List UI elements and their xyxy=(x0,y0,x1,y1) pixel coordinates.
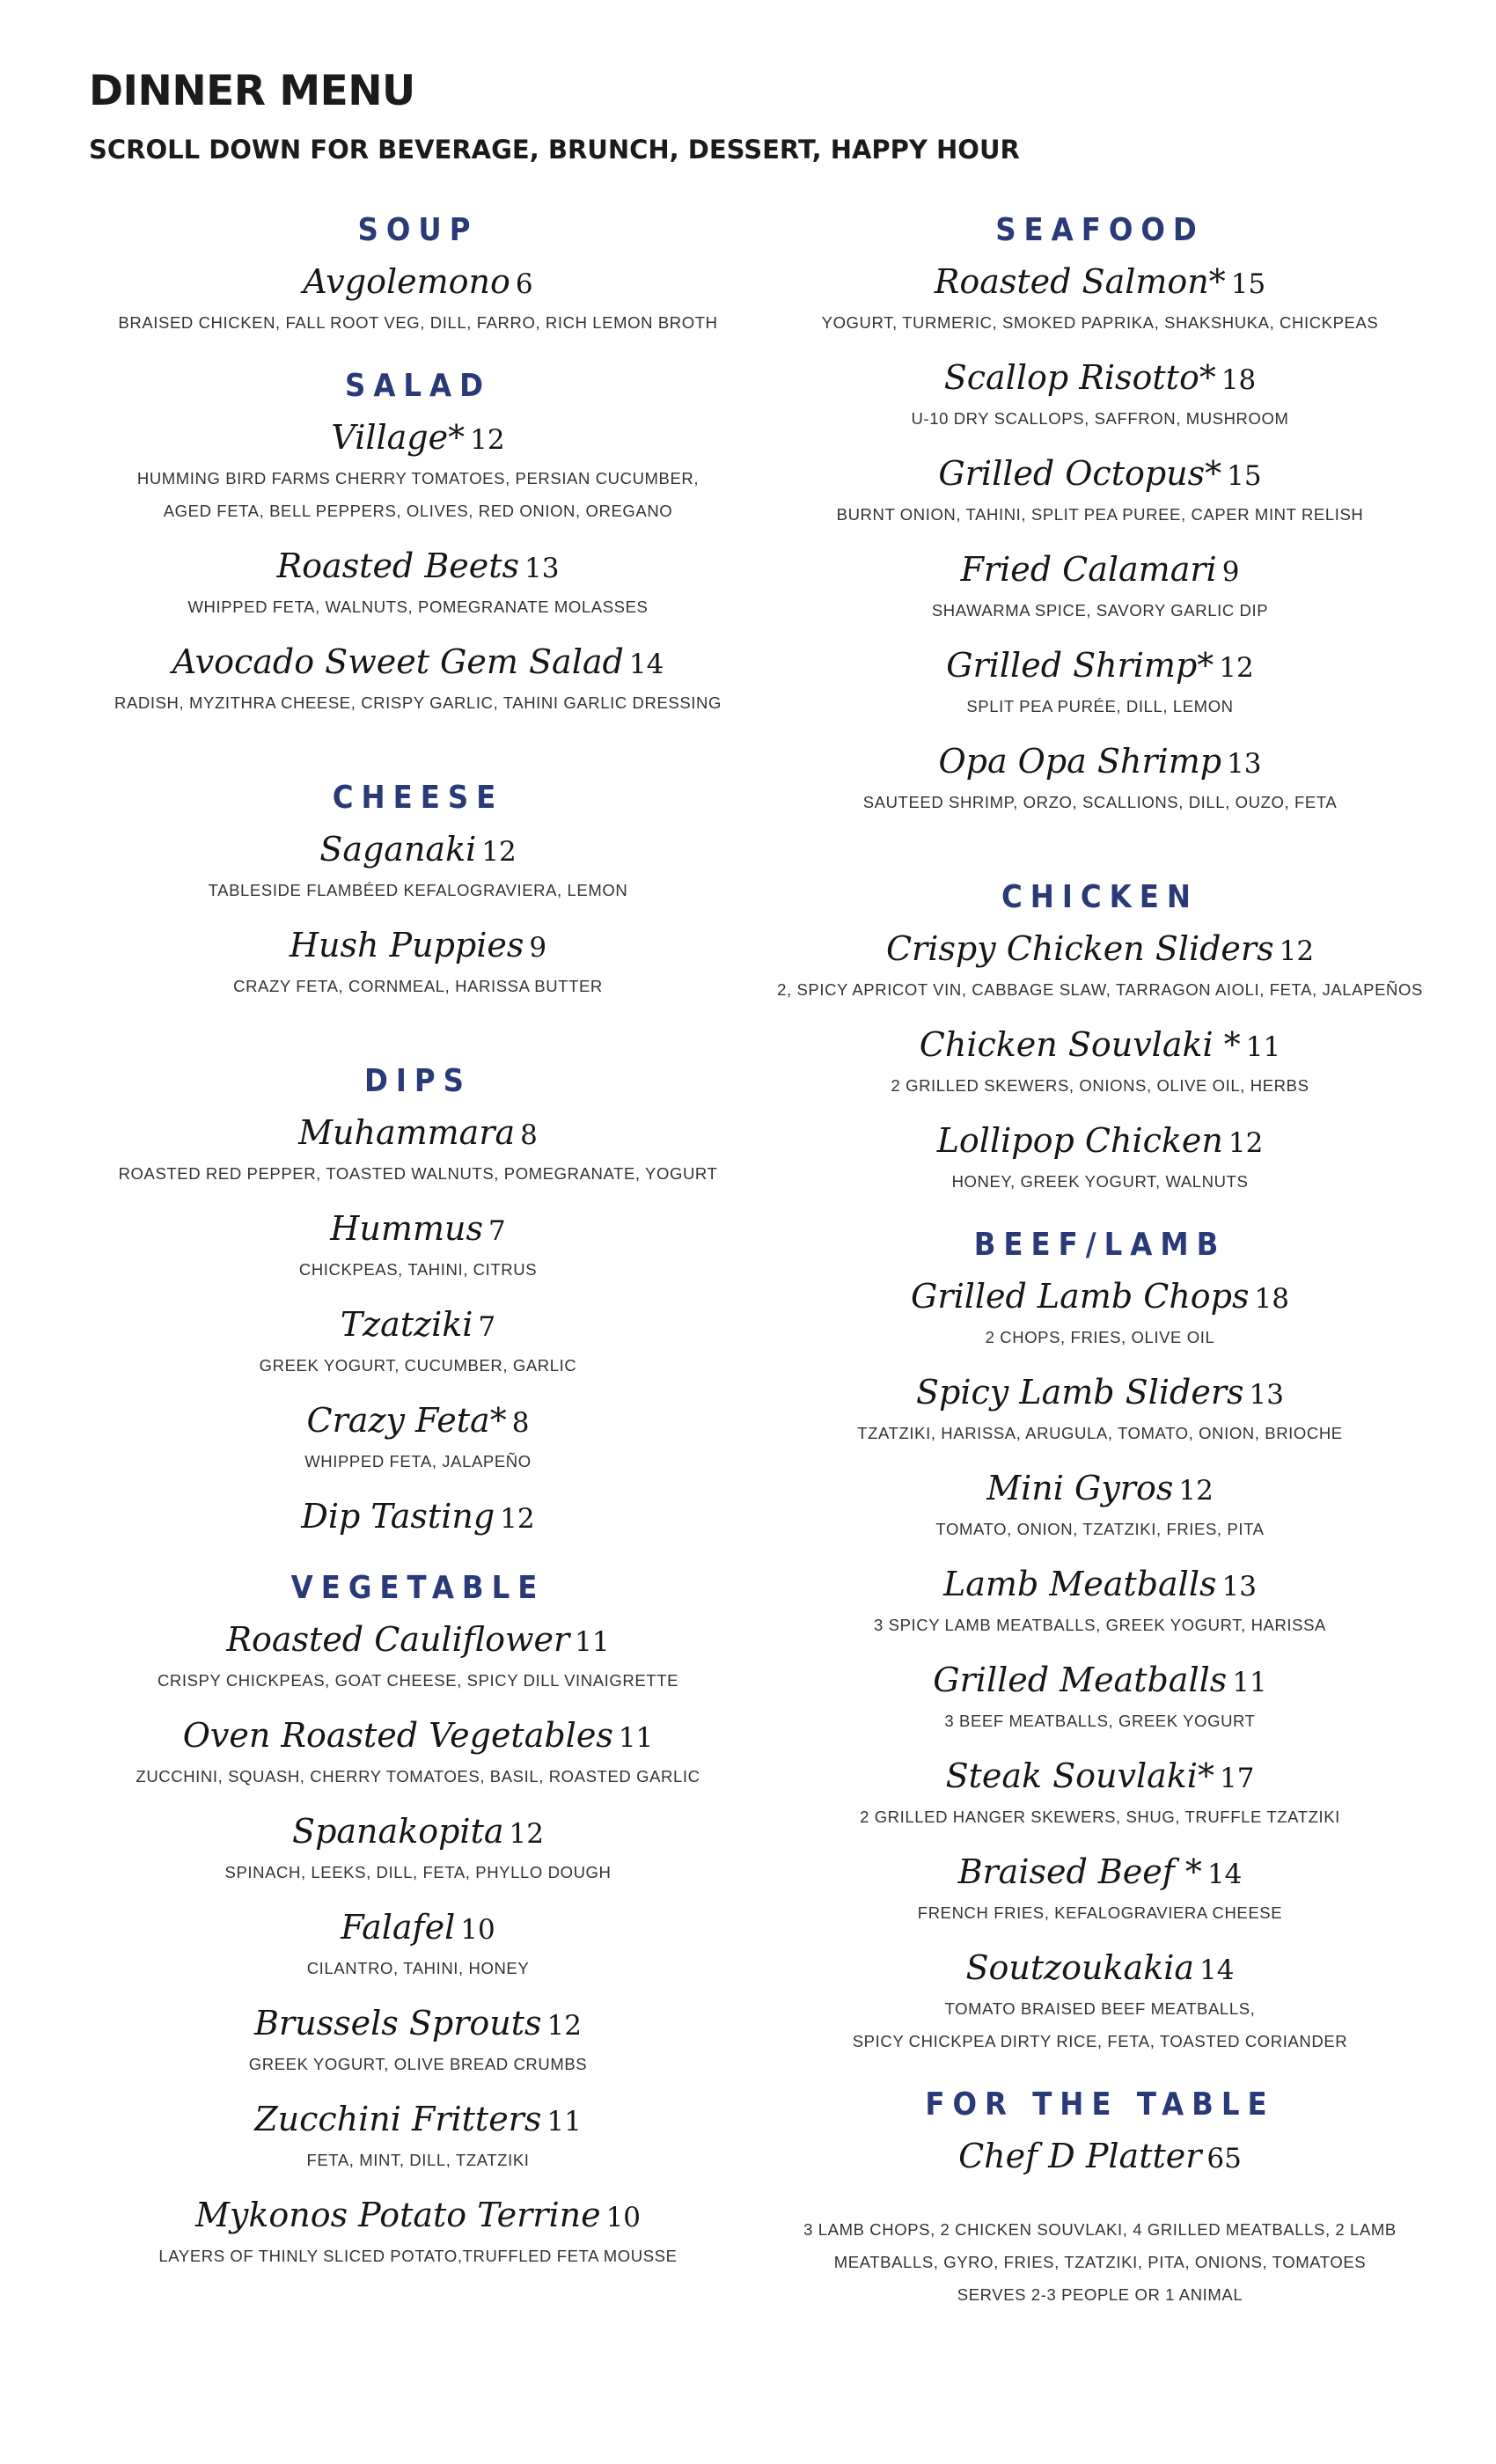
menu-item-name: Mykonos Potato Terrine xyxy=(194,2196,601,2234)
menu-item xyxy=(748,2131,1452,2311)
menu-item-description: HONEY, GREEK YOGURT, WALNUTS xyxy=(951,1172,1249,1191)
menu-item-name: Village* xyxy=(331,418,466,457)
menu-item-description: HUMMING BIRD FARMS CHERRY TOMATOES, PERSIAN CUCUMBER, xyxy=(136,469,700,488)
menu-item-name: Crazy Feta* xyxy=(306,1401,507,1440)
menu-item-price: 12 xyxy=(546,2010,582,2042)
menu-item-title xyxy=(53,2190,783,2240)
menu-item-title xyxy=(748,545,1452,594)
menu-item-description: SHAWARMA SPICE, SAVORY GARLIC DIP xyxy=(931,601,1269,620)
menu-item-description: FRENCH FRIES, KEFALOGRAVIERA CHEESE xyxy=(917,1903,1283,1922)
menu-item-name: Hush Puppies xyxy=(289,926,524,964)
menu-item xyxy=(748,1655,1452,1751)
menu-item-name: Grilled Shrimp* xyxy=(946,646,1214,685)
menu-item-description: TOMATO BRAISED BEEF MEATBALLS, xyxy=(944,1999,1256,2018)
menu-item-description: 2 CHOPS, FRIES, OLIVE OIL xyxy=(985,1328,1215,1346)
menu-item xyxy=(53,2190,783,2272)
menu-item-price: 15 xyxy=(1227,460,1262,492)
menu-item-title xyxy=(53,1807,783,1856)
menu-item-description: WHIPPED FETA, WALNUTS, POMEGRANATE MOLASSES xyxy=(187,598,649,616)
menu-item-price: 14 xyxy=(1199,1954,1235,1986)
menu-item-title xyxy=(53,541,783,590)
menu-item-name: Soutzoukakia xyxy=(965,1948,1195,1987)
menu-item-name: Dip Tasting xyxy=(301,1497,495,1536)
menu-item-title xyxy=(53,920,783,970)
menu-item-description: TOMATO, ONION, TZATZIKI, FRIES, PITA xyxy=(935,1520,1265,1538)
menu-item-description: AGED FETA, BELL PEPPERS, OLIVES, RED ONION, OREGANO xyxy=(163,502,673,520)
menu-item-price: 9 xyxy=(1221,556,1240,588)
menu-item xyxy=(748,1559,1452,1655)
menu-item-price: 13 xyxy=(1249,1379,1284,1411)
menu-item xyxy=(748,545,1452,641)
menu-item xyxy=(53,920,783,1002)
page-header xyxy=(89,67,1020,165)
menu-item-description: LAYERS OF THINLY SLICED POTATO,TRUFFLED FETA MOUSSE xyxy=(158,2247,678,2265)
menu-item-description: SPLIT PEA PURÉE, DILL, LEMON xyxy=(966,697,1234,715)
menu-item-description: 2 GRILLED HANGER SKEWERS, SHUG, TRUFFLE TZATZIKI xyxy=(860,1808,1340,1826)
menu-item xyxy=(53,541,783,637)
menu-item-name: Grilled Octopus* xyxy=(938,454,1222,493)
menu-item-title xyxy=(748,449,1452,498)
menu-item-price: 11 xyxy=(618,1722,654,1754)
menu-item xyxy=(53,1396,783,1492)
menu-item-name: Steak Souvlaki* xyxy=(945,1756,1214,1795)
menu-item-description: FETA, MINT, DILL, TZATZIKI xyxy=(306,2151,530,2169)
menu-item-description: BURNT ONION, TAHINI, SPLIT PEA PUREE, CAPER MINT RELISH xyxy=(836,505,1364,524)
menu-item-name: Muhammara xyxy=(298,1113,516,1152)
menu-item-title xyxy=(748,1943,1452,1992)
menu-item-price: 12 xyxy=(481,836,517,868)
menu-item xyxy=(53,1204,783,1300)
menu-item-title xyxy=(53,1998,783,2048)
menu-item-title xyxy=(748,353,1452,402)
menu-item-title xyxy=(748,2131,1452,2181)
menu-item-name: Braised Beef * xyxy=(957,1852,1202,1891)
menu-item-price: 12 xyxy=(500,1503,535,1535)
menu-item xyxy=(748,641,1452,737)
page-subtitle: SCROLL DOWN FOR BEVERAGE, BRUNCH, DESSERT, HAPPY HOUR xyxy=(89,135,1020,165)
menu-item-description: YOGURT, TURMERIC, SMOKED PAPRIKA, SHAKSHUKA, CHICKPEAS xyxy=(821,313,1379,332)
menu-item-title xyxy=(53,257,783,306)
menu-item xyxy=(53,1300,783,1396)
menu-item-name: Avocado Sweet Gem Salad xyxy=(172,642,624,681)
menu-item xyxy=(53,1108,783,1204)
menu-item-price: 6 xyxy=(515,268,533,300)
menu-section-dips xyxy=(53,1055,783,1541)
menu-item xyxy=(53,1492,783,1541)
menu-item xyxy=(748,1272,1452,1368)
menu-item-name: Lamb Meatballs xyxy=(943,1565,1217,1603)
menu-item-title xyxy=(53,1492,783,1541)
menu-item xyxy=(748,449,1452,545)
menu-item-price: 11 xyxy=(575,1626,610,1658)
menu-item xyxy=(748,1368,1452,1463)
menu-item-title xyxy=(748,1368,1452,1417)
menu-item-name: Spanakopita xyxy=(292,1812,504,1851)
menu-item-price: 18 xyxy=(1221,364,1257,396)
menu-item-price: 17 xyxy=(1219,1763,1255,1794)
section-heading: BEEF/LAMB xyxy=(973,1227,1227,1263)
menu-item-description: ROASTED RED PEPPER, TOASTED WALNUTS, POMEGRANATE, YOGURT xyxy=(118,1164,718,1183)
section-heading: CHEESE xyxy=(332,780,504,816)
menu-item-name: Roasted Beets xyxy=(276,546,520,585)
menu-item-name: Zucchini Fritters xyxy=(254,2100,542,2138)
menu-item-price: 15 xyxy=(1230,268,1266,300)
menu-item xyxy=(748,1751,1452,1847)
menu-item-name: Avgolemono xyxy=(303,262,510,301)
menu-item-description: SPINACH, LEEKS, DILL, FETA, PHYLLO DOUGH xyxy=(224,1863,612,1881)
menu-item-title xyxy=(53,2094,783,2144)
menu-item-name: Grilled Meatballs xyxy=(933,1661,1228,1699)
section-heading: FOR THE TABLE xyxy=(925,2086,1275,2123)
menu-item-price: 12 xyxy=(1228,1127,1264,1159)
menu-item-name: Brussels Sprouts xyxy=(254,2004,542,2042)
menu-item-description: CHICKPEAS, TAHINI, CITRUS xyxy=(298,1260,538,1279)
menu-item-title xyxy=(748,737,1452,786)
menu-item xyxy=(53,1998,783,2094)
menu-item-description: GREEK YOGURT, CUCUMBER, GARLIC xyxy=(259,1356,577,1375)
menu-item xyxy=(748,1020,1452,1116)
menu-item-description: CILANTRO, TAHINI, HONEY xyxy=(306,1959,530,1977)
menu-item-price: 10 xyxy=(605,2202,642,2233)
menu-item-name: Oven Roasted Vegetables xyxy=(182,1716,613,1755)
menu-item-name: Tzatziki xyxy=(340,1305,473,1344)
menu-item xyxy=(748,1943,1452,2057)
menu-item-description: SAUTEED SHRIMP, ORZO, SCALLIONS, DILL, OUZO, FETA xyxy=(862,793,1338,811)
menu-item-title xyxy=(748,1655,1452,1705)
menu-item-price: 13 xyxy=(1227,748,1262,780)
page-title: DINNER MENU xyxy=(89,67,415,115)
menu-item xyxy=(53,1711,783,1807)
menu-item-price: 10 xyxy=(460,1914,495,1946)
menu-item-title xyxy=(53,1300,783,1349)
menu-item-name: Opa Opa Shrimp xyxy=(938,742,1222,781)
menu-item-description: CRAZY FETA, CORNMEAL, HARISSA BUTTER xyxy=(233,977,603,995)
menu-item xyxy=(748,1847,1452,1943)
section-heading: VEGETABLE xyxy=(290,1570,546,1606)
menu-item-description: 3 BEEF MEATBALLS, GREEK YOGURT xyxy=(944,1712,1256,1730)
menu-item-title xyxy=(748,1847,1452,1896)
menu-item-description: 3 LAMB CHOPS, 2 CHICKEN SOUVLAKI, 4 GRILLED MEATBALLS, 2 LAMB xyxy=(803,2220,1397,2239)
menu-item-price: 65 xyxy=(1206,2143,1242,2174)
menu-item xyxy=(748,924,1452,1020)
menu-item xyxy=(53,1903,783,1998)
menu-section-table xyxy=(748,2079,1452,2311)
menu-section-cheese xyxy=(53,772,783,1002)
menu-item-price: 8 xyxy=(511,1407,530,1439)
menu-item xyxy=(53,1615,783,1711)
menu-item-title xyxy=(748,1272,1452,1321)
menu-item-title xyxy=(53,637,783,686)
menu-item-description: TABLESIDE FLAMBÉED KEFALOGRAVIERA, LEMON xyxy=(208,881,628,899)
menu-item-name: Spicy Lamb Sliders xyxy=(916,1373,1244,1412)
menu-item-name: Chicken Souvlaki * xyxy=(919,1025,1241,1064)
menu-item-description: 2, SPICY APRICOT VIN, CABBAGE SLAW, TARRAGON AIOLI, FETA, JALAPEÑOS xyxy=(777,980,1423,999)
menu-item-description: BRAISED CHICKEN, FALL ROOT VEG, DILL, FARRO, RICH LEMON BROTH xyxy=(118,313,718,332)
section-heading: SOUP xyxy=(357,212,479,248)
menu-item-title xyxy=(748,924,1452,973)
menu-item-name: Roasted Cauliflower xyxy=(226,1620,570,1659)
menu-item-description: SERVES 2-3 PEOPLE OR 1 ANIMAL xyxy=(957,2285,1243,2304)
menu-item-price: 11 xyxy=(1232,1667,1267,1698)
menu-item-description: 2 GRILLED SKEWERS, ONIONS, OLIVE OIL, HERBS xyxy=(891,1076,1309,1095)
menu-item xyxy=(53,1807,783,1903)
menu-item-description: WHIPPED FETA, JALAPEÑO xyxy=(304,1452,532,1470)
menu-item-price: 7 xyxy=(478,1311,496,1343)
section-heading: DIPS xyxy=(364,1063,472,1099)
menu-section-beef xyxy=(748,1219,1452,2057)
menu-item-title xyxy=(53,1396,783,1445)
menu-item-price: 11 xyxy=(1245,1031,1281,1063)
menu-item-name: Lollipop Chicken xyxy=(936,1121,1223,1160)
menu-item-description: 3 SPICY LAMB MEATBALLS, GREEK YOGURT, HARISSA xyxy=(874,1616,1326,1634)
menu-item-name: Roasted Salmon* xyxy=(934,262,1226,301)
menu-item-price: 12 xyxy=(1178,1475,1214,1507)
menu-item xyxy=(53,257,783,339)
menu-item-name: Chef D Platter xyxy=(958,2137,1202,2175)
menu-column-right xyxy=(748,204,1452,2311)
menu-item-title xyxy=(748,1116,1452,1165)
menu-item-description: U-10 DRY SCALLOPS, SAFFRON, MUSHROOM xyxy=(911,409,1289,428)
menu-item-title xyxy=(748,1463,1452,1513)
menu-item xyxy=(53,637,783,719)
menu-item-title xyxy=(53,825,783,874)
section-heading: SALAD xyxy=(345,368,491,404)
menu-item-title xyxy=(53,1108,783,1157)
menu-item-price: 7 xyxy=(488,1215,506,1247)
menu-item xyxy=(53,2094,783,2190)
menu-item-price: 12 xyxy=(509,1818,544,1850)
menu-item-title xyxy=(748,257,1452,306)
menu-item-description: TZATZIKI, HARISSA, ARUGULA, TOMATO, ONION, BRIOCHE xyxy=(857,1424,1343,1442)
menu-item-name: Crispy Chicken Sliders xyxy=(885,929,1274,968)
menu-item-price: 14 xyxy=(628,649,664,680)
menu-item-price: 9 xyxy=(529,932,547,964)
menu-item-title xyxy=(53,413,783,462)
menu-item-description: SPICY CHICKPEA DIRTY RICE, FETA, TOASTED CORIANDER xyxy=(852,2032,1348,2050)
menu-item xyxy=(748,1463,1452,1559)
menu-section-salad xyxy=(53,360,783,719)
menu-item xyxy=(748,737,1452,818)
menu-item-name: Scallop Risotto* xyxy=(943,358,1216,397)
menu-item-title xyxy=(748,1020,1452,1069)
menu-item-title xyxy=(748,641,1452,690)
menu-item-name: Fried Calamari xyxy=(960,550,1217,589)
menu-item-name: Falafel xyxy=(341,1908,456,1947)
menu-section-vegetable xyxy=(53,1562,783,2272)
menu-item-title xyxy=(53,1204,783,1253)
menu-item xyxy=(748,257,1452,353)
menu-item-description xyxy=(748,2181,1452,2213)
menu-item-title xyxy=(53,1903,783,1952)
menu-item-name: Hummus xyxy=(330,1209,483,1248)
menu-item-price: 13 xyxy=(1221,1571,1257,1602)
menu-item-price: 12 xyxy=(1279,935,1315,967)
menu-section-soup xyxy=(53,204,783,339)
menu-item-price: 14 xyxy=(1206,1859,1243,1890)
menu-item-price: 13 xyxy=(524,553,560,584)
menu-item-title xyxy=(748,1559,1452,1609)
menu-item xyxy=(53,413,783,541)
menu-item xyxy=(53,825,783,920)
menu-column-left xyxy=(53,204,783,2272)
menu-item-title xyxy=(53,1711,783,1760)
menu-item-name: Saganaki xyxy=(319,830,477,869)
menu-item-name: Grilled Lamb Chops xyxy=(911,1277,1250,1316)
section-heading: CHICKEN xyxy=(1001,879,1199,915)
menu-item-description: GREEK YOGURT, OLIVE BREAD CRUMBS xyxy=(248,2055,588,2073)
menu-section-seafood xyxy=(748,204,1452,818)
menu-item-description: RADISH, MYZITHRA CHEESE, CRISPY GARLIC, TAHINI GARLIC DRESSING xyxy=(114,693,722,712)
menu-item-description: MEATBALLS, GYRO, FRIES, TZATZIKI, PITA, ONIONS, TOMATOES xyxy=(833,2253,1367,2271)
menu-item-title xyxy=(53,1615,783,1664)
menu-item-description: CRISPY CHICKPEAS, GOAT CHEESE, SPICY DILL VINAIGRETTE xyxy=(157,1671,679,1690)
menu-item-price: 11 xyxy=(546,2106,582,2138)
menu-item-price: 12 xyxy=(1219,652,1254,684)
menu-item-name: Mini Gyros xyxy=(986,1469,1174,1507)
menu-item xyxy=(748,353,1452,449)
menu-item-description: ZUCCHINI, SQUASH, CHERRY TOMATOES, BASIL, ROASTED GARLIC xyxy=(136,1767,700,1786)
menu-item-title xyxy=(748,1751,1452,1800)
menu-section-chicken xyxy=(748,871,1452,1198)
menu-item-price: 18 xyxy=(1254,1283,1289,1315)
menu-item-price: 8 xyxy=(520,1119,538,1151)
menu-item xyxy=(748,1116,1452,1198)
section-heading: SEAFOOD xyxy=(995,212,1205,248)
menu-item-price: 12 xyxy=(470,424,505,456)
